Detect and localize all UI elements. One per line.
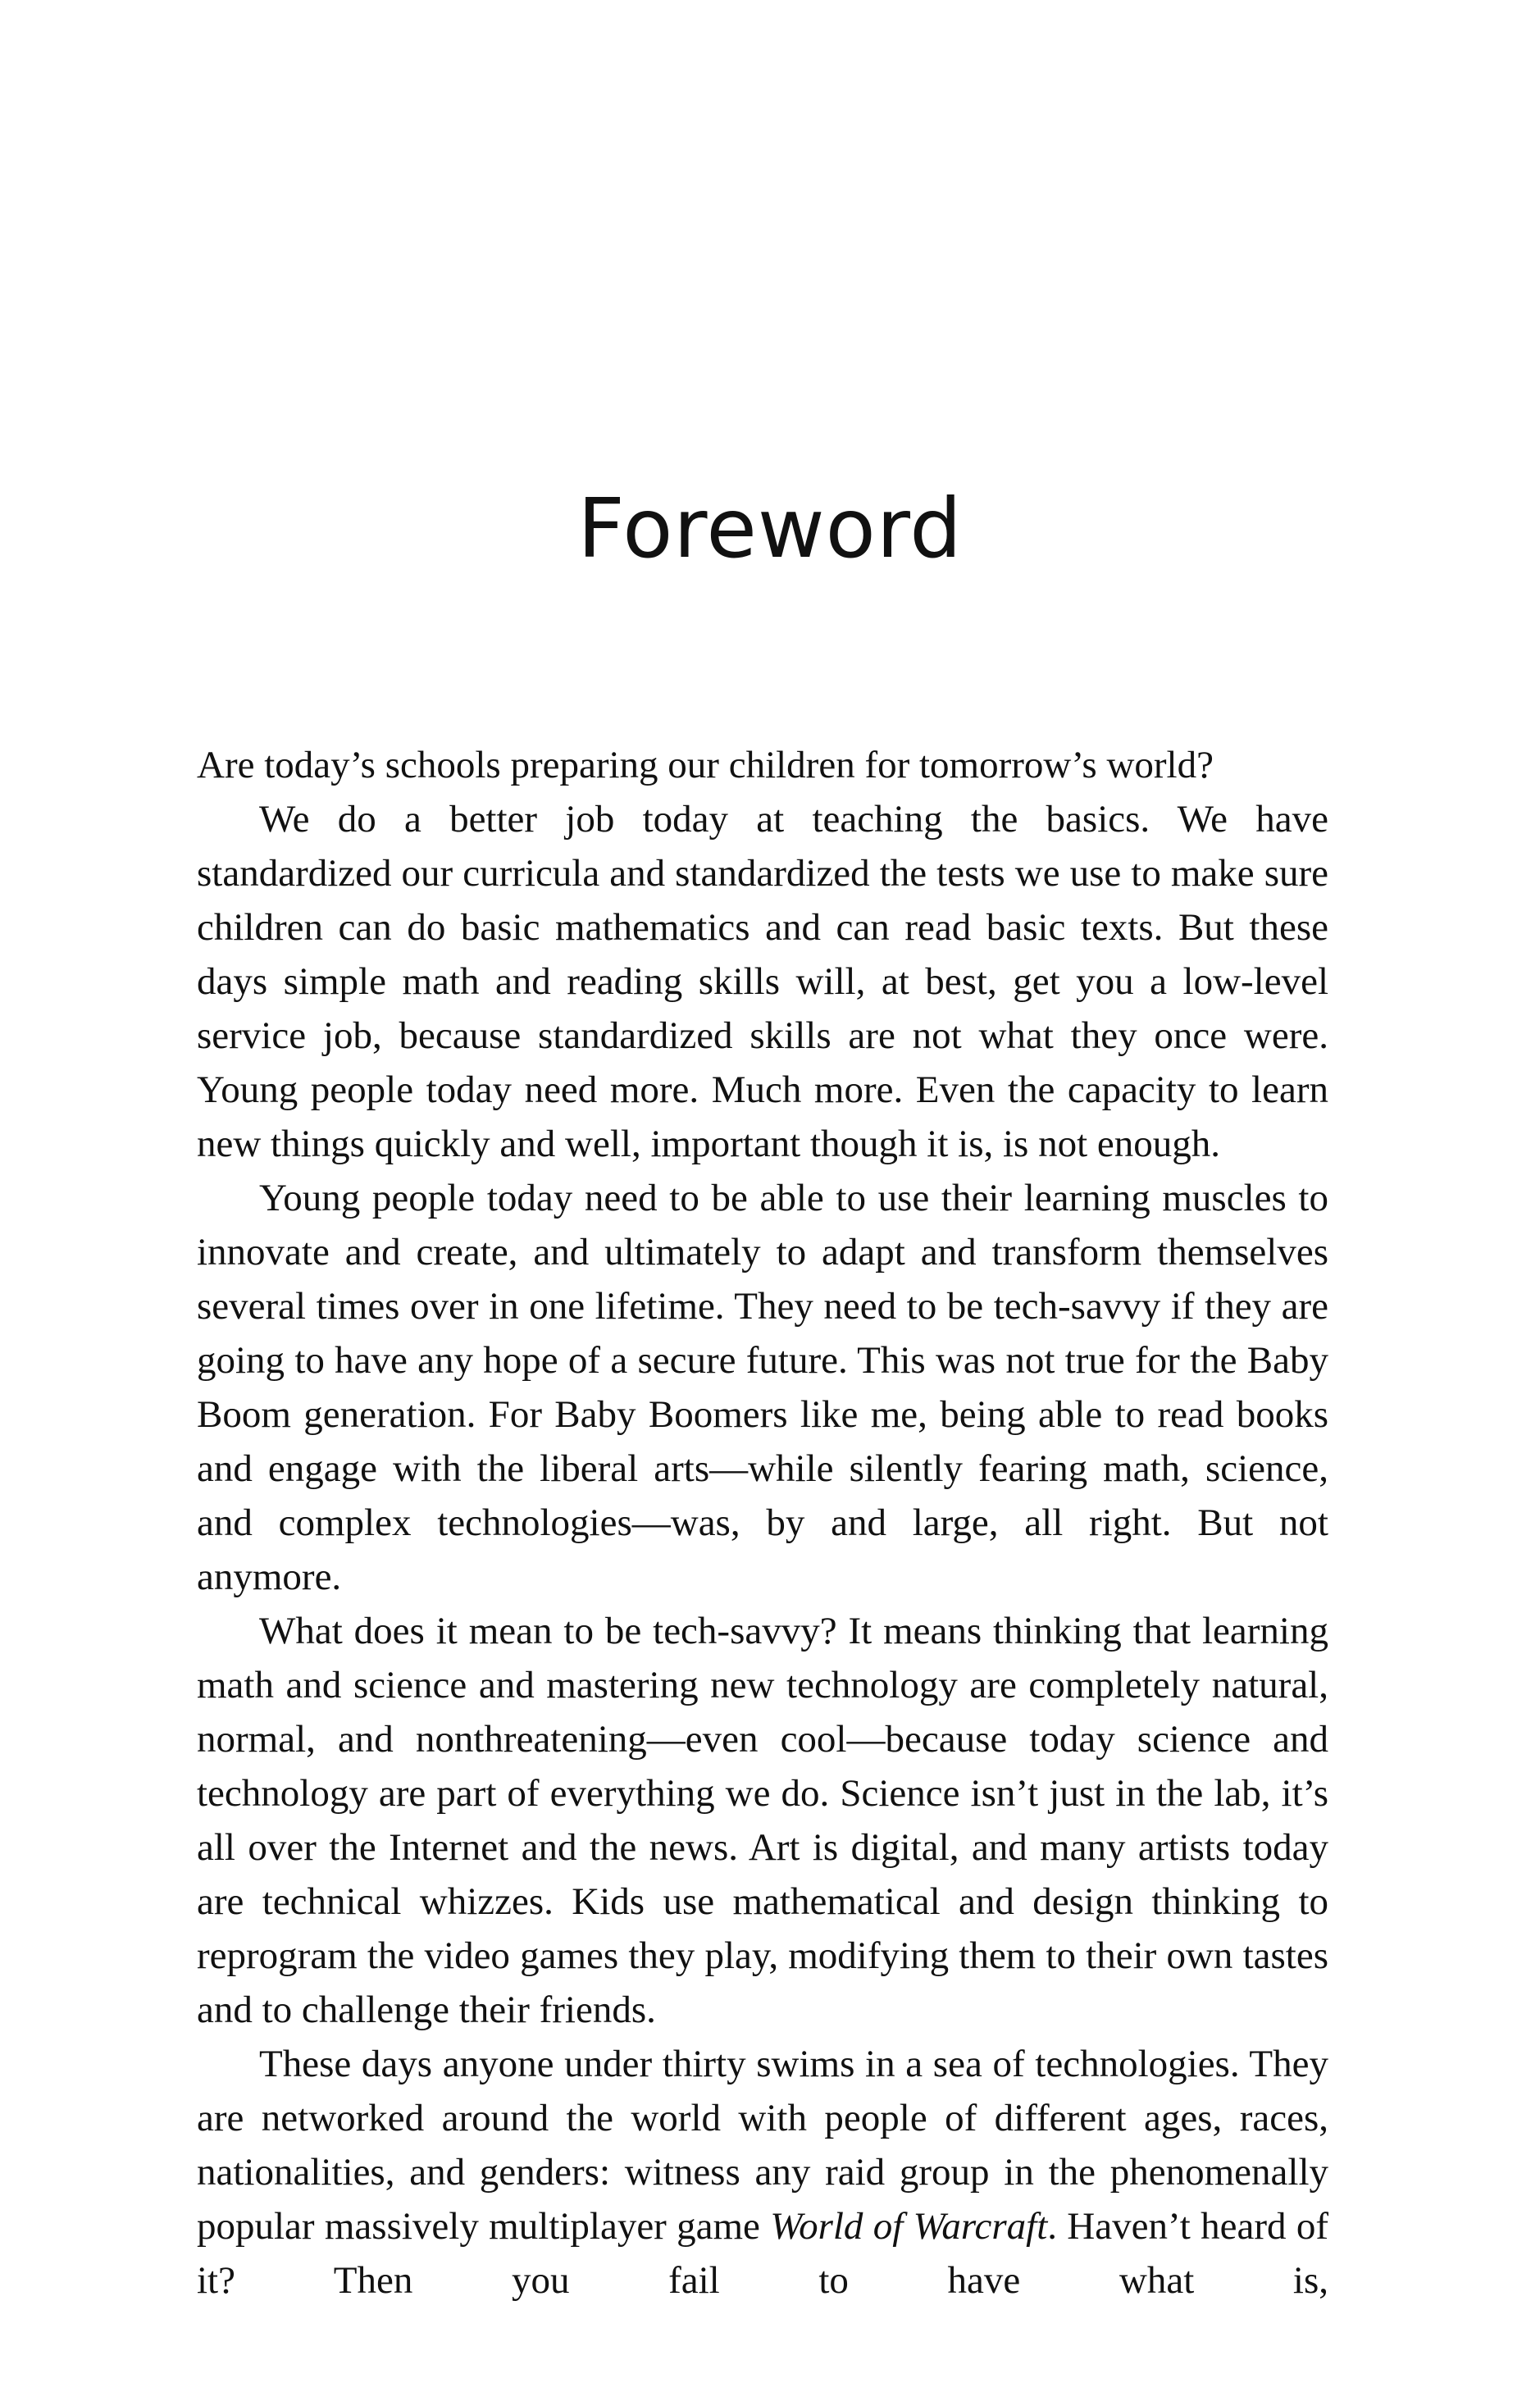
paragraph-5-text-before: These days anyone under thirty swims in a sea of technologies. They are networked around the world with people of different ages, races, nationalities, and genders: witness any raid group in the phenomenally popular massively multiplayer game	[197, 2043, 1328, 2248]
paragraph-2: We do a better job today at teaching the basics. We have standardized our curricula and standardized the tests we use to make sure children can do basic mathematics and can read basic texts. But these days simple math and reading skills will, at best, get you a low-level service job, because standardized skills are not what they once were. Young people today need more. Much more. Even the capacity to learn new things quickly and well, important though it is, is not enough.	[197, 798, 1328, 1165]
foreword-body	[197, 738, 1328, 2308]
paragraph-5	[197, 2037, 1328, 2308]
chapter-title: Foreword	[577, 481, 963, 576]
game-title-emphasis: World of Warcraft	[770, 2205, 1048, 2248]
paragraph-3: Young people today need to be able to use their learning muscles to innovate and create, and ultimately to adapt and transform themselves several times over in one lifetime. They need to be tech-savvy if they are going to have any hope of a secure future. This was not true for the Baby Boom generation. For Baby Boomers like me, being able to read books and engage with the liberal arts—while silently fearing math, science, and complex technologies—was, by and large, all right. But not anymore.	[197, 1177, 1328, 1598]
paragraph-5-text-after: . Haven’t heard of it? Then you fail to have what is,	[197, 2205, 1328, 2302]
paragraph-1: Are today’s schools preparing our children for tomorrow’s world?	[197, 744, 1214, 786]
paragraph-4: What does it mean to be tech-savvy? It means thinking that learning math and science and mastering new technology are completely natural, normal, and nonthreatening—even cool—because today science and technology are part of everything we do. Science isn’t just in the lab, it’s all over the Internet and the news. Art is digital, and many artists today are technical whizzes. Kids use mathematical and design thinking to reprogram the video games they play, modifying them to their own tastes and to challenge their friends.	[197, 1610, 1328, 2031]
